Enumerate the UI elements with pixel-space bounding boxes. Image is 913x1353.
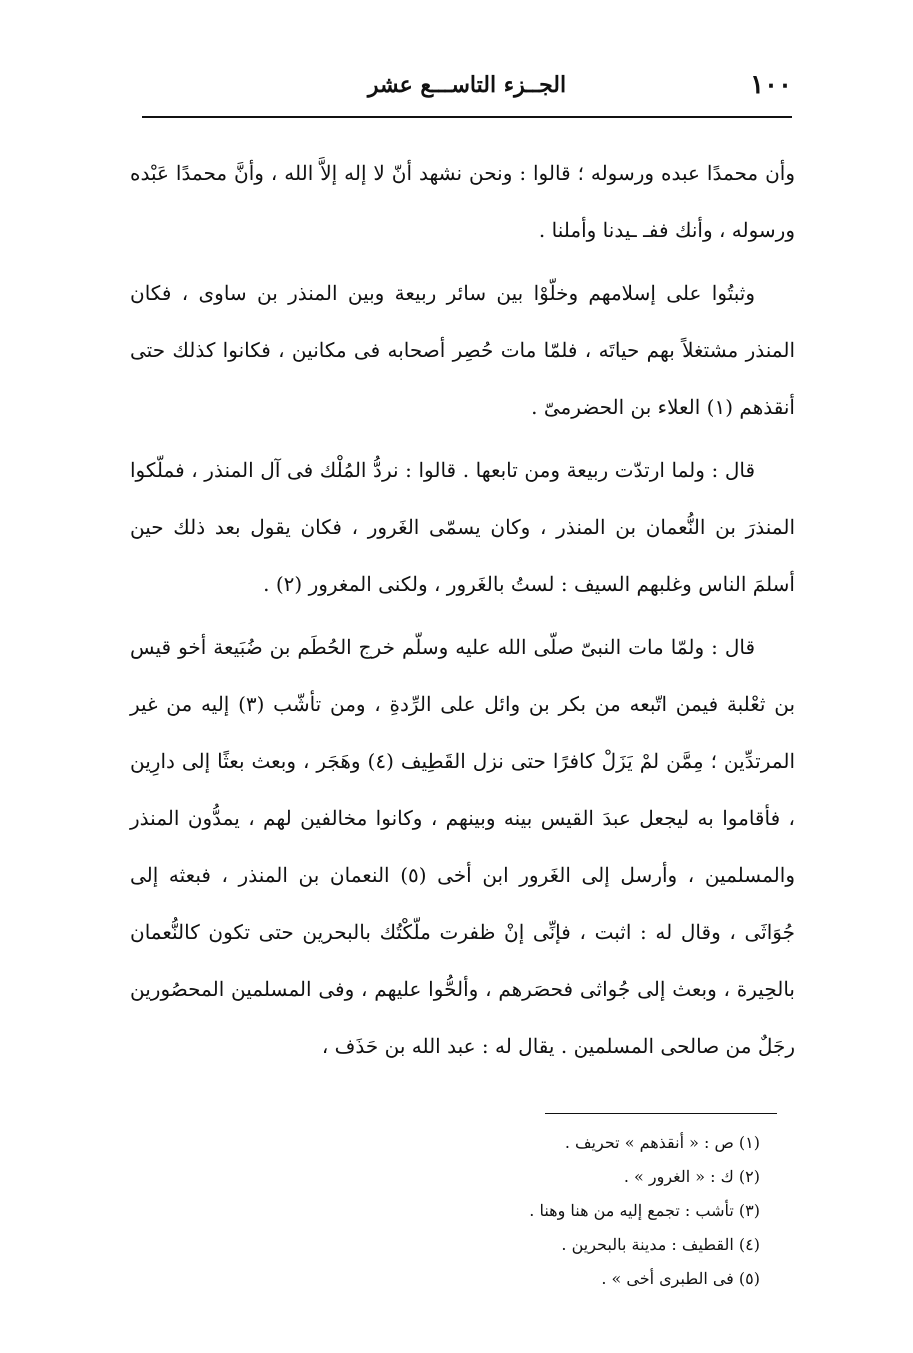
footnote-rule — [545, 1113, 777, 1114]
paragraph: قال : ولمّا مات النبىّ صلّى الله عليه وسلّم خرج الحُطَم بن ضُبَيعة أخو قيس بن ثعْلبة فيمن اتّبعه من بكر بن وائل على الرِّدةِ ، ومن تأشّب (٣) إليه من غير المرتدِّين ؛ مِمَّن لمْ يَزَلْ كافرًا حتى نزل القَطِيف (٤) وهَجَر ، وبعث بعثًا إلى دارِين ، فأقاموا به ليجعل عبدَ القيس بينه وبينهم ، وكانوا مخالفين لهم ، يمدُّون المنذر والمسلمين ، وأرسل إلى الغَرور ابن أخى (٥) النعمان بن المنذر ، فبعثه إلى جُوَاثَى ، وقال له : اثبت ، فإنِّى إنْ ظفرت ملّكْتُك بالبحرين حتى تكون كالنُّعمان بالحِيرة ، وبعث إلى جُواثى فحصَرهم ، وألحُّوا عليهم ، وفى المسلمين المحصُورين رجَلٌ من صالحى المسلمين . يقال له : عبد الله بن حَذَف ، — [130, 635, 796, 1058]
page-number: ١٠٠ — [750, 70, 792, 100]
paragraph: وأن محمدًا عبده ورسوله ؛ قالوا : ونحن نشهد أنّ لا إله إلاَّ الله ، وأنَّ محمدًا عَبْده ورسوله ، وأنك ففـ ـيدنا وأملنا . — [130, 161, 795, 242]
paragraph: وثبتُوا على إسلامهم وخلّوْا بين سائر ربيعة وبين المنذر بن ساوى ، فكان المنذر مشتغلاً بهم حياتَه ، فلمّا مات حُصِر أصحابه فى مكانين ، فكانوا كذلك حتى أنقذهم (١) العلاء بن الحضرمىّ . — [130, 281, 795, 419]
footnotes — [300, 1126, 760, 1296]
paragraph: قال : ولما ارتدّت ربيعة ومن تابعها . قالوا : نردُّ المُلْك فى آل المنذر ، فملّكوا المنذرَ بن النُّعمان بن المنذر ، وكان يسمّى الغَرور ، فكان يقول بعد ذلك حين أسلمَ الناس وغلبهم السيف : لستُ بالغَرور ، ولكنى المغرور (٢) . — [130, 458, 796, 596]
footnote: (٢) ك : « الغرور » . — [623, 1167, 760, 1186]
footnote: (٥) فى الطبرى أخى » . — [601, 1269, 760, 1288]
page-header — [142, 70, 792, 110]
header-rule — [142, 116, 792, 118]
running-title: الجــزء التاســـع عشر — [367, 72, 567, 98]
footnote: (٣) تأشب : تجمع إليه من هنا وهنا . — [529, 1201, 760, 1220]
footnote: (٤) القطيف : مدينة بالبحرين . — [561, 1235, 760, 1254]
footnote: (١) ص : « أنقذهم » تحريف . — [564, 1133, 760, 1152]
body-text — [130, 145, 795, 1075]
